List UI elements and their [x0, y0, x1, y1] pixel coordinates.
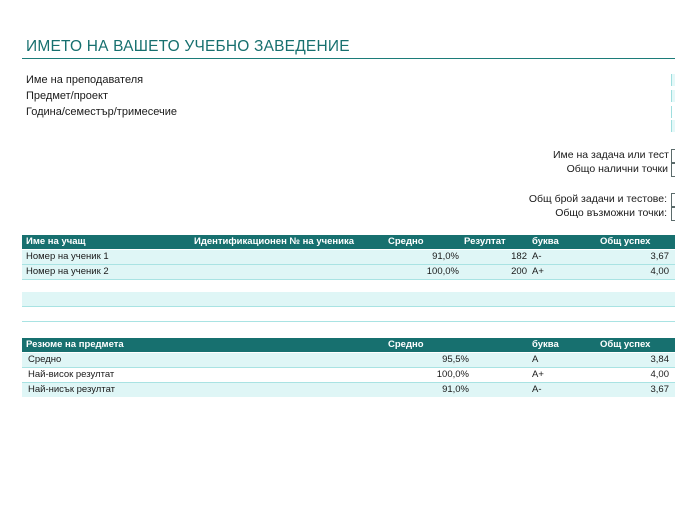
row-divider — [22, 321, 675, 322]
student-letter: A+ — [532, 266, 544, 277]
header-summary-letter[interactable]: буква — [532, 339, 559, 350]
total-count-cell[interactable] — [671, 193, 675, 207]
student-result: 200 — [511, 266, 527, 277]
student-name: Номер на ученик 2 — [26, 266, 109, 277]
available-points-cell[interactable] — [671, 163, 675, 177]
summary-label: Средно — [28, 354, 62, 365]
summary-table-header — [22, 338, 675, 352]
empty-table-row[interactable] — [22, 292, 675, 306]
summary-letter: A — [532, 354, 539, 365]
summary-label: Най-висок резултат — [28, 369, 115, 380]
summary-average: 91,0% — [442, 384, 469, 395]
summary-row[interactable] — [22, 368, 675, 382]
table-row[interactable] — [22, 250, 675, 264]
teacher-input-cell[interactable] — [671, 74, 675, 86]
summary-row[interactable] — [22, 383, 675, 397]
header-summary-average[interactable]: Средно — [388, 339, 424, 350]
summary-label: Най-нисък резултат — [28, 384, 116, 395]
total-count-label: Общ брой задачи и тестове: — [528, 193, 667, 205]
student-name: Номер на ученик 1 — [26, 251, 109, 262]
summary-gpa: 4,00 — [650, 369, 669, 380]
header-letter[interactable]: буква — [532, 236, 559, 247]
row-divider — [22, 306, 675, 307]
summary-row[interactable] — [22, 353, 675, 367]
subject-input-cell[interactable] — [671, 90, 675, 102]
header-summary-gpa[interactable]: Общ успех — [600, 339, 651, 350]
summary-gpa: 3,84 — [650, 354, 669, 365]
summary-letter: A+ — [532, 369, 544, 380]
summary-letter: A- — [532, 384, 542, 395]
header-student-name[interactable]: Име на учащ — [26, 236, 86, 247]
student-gpa: 3,67 — [650, 251, 669, 262]
student-letter: A- — [532, 251, 542, 262]
term-label: Година/семестър/тримесечие — [26, 106, 178, 118]
student-result: 182 — [511, 251, 527, 262]
summary-average: 100,0% — [436, 369, 469, 380]
assignment-name-cell[interactable] — [671, 149, 675, 163]
available-points-label: Общо налични точки — [566, 163, 668, 175]
total-possible-cell[interactable] — [671, 207, 675, 221]
table-row[interactable] — [22, 265, 675, 279]
summary-gpa: 3,67 — [650, 384, 669, 395]
students-table-header — [22, 235, 675, 249]
assignment-name-label: Име на задача или тест — [552, 149, 669, 161]
header-summary-label[interactable]: Резюме на предмета — [26, 339, 124, 350]
header-student-id[interactable]: Идентификационен № на ученика — [194, 236, 355, 247]
term-input-cell[interactable] — [671, 106, 675, 118]
header-result[interactable]: Резултат — [464, 236, 506, 247]
student-average: 100,0% — [426, 266, 459, 277]
extra-input-cell[interactable] — [671, 120, 675, 132]
subject-label: Предмет/проект — [26, 90, 109, 102]
summary-average: 95,5% — [442, 354, 469, 365]
teacher-label: Име на преподавателя — [26, 74, 144, 86]
page-title: ИМЕТО НА ВАШЕТО УЧЕБНО ЗАВЕДЕНИЕ — [26, 38, 350, 55]
header-gpa[interactable]: Общ успех — [600, 236, 651, 247]
row-divider — [22, 279, 675, 280]
header-average[interactable]: Средно — [388, 236, 424, 247]
student-gpa: 4,00 — [650, 266, 669, 277]
title-underline — [22, 58, 675, 59]
student-average: 91,0% — [432, 251, 459, 262]
total-possible-label: Общо възможни точки: — [555, 207, 667, 219]
